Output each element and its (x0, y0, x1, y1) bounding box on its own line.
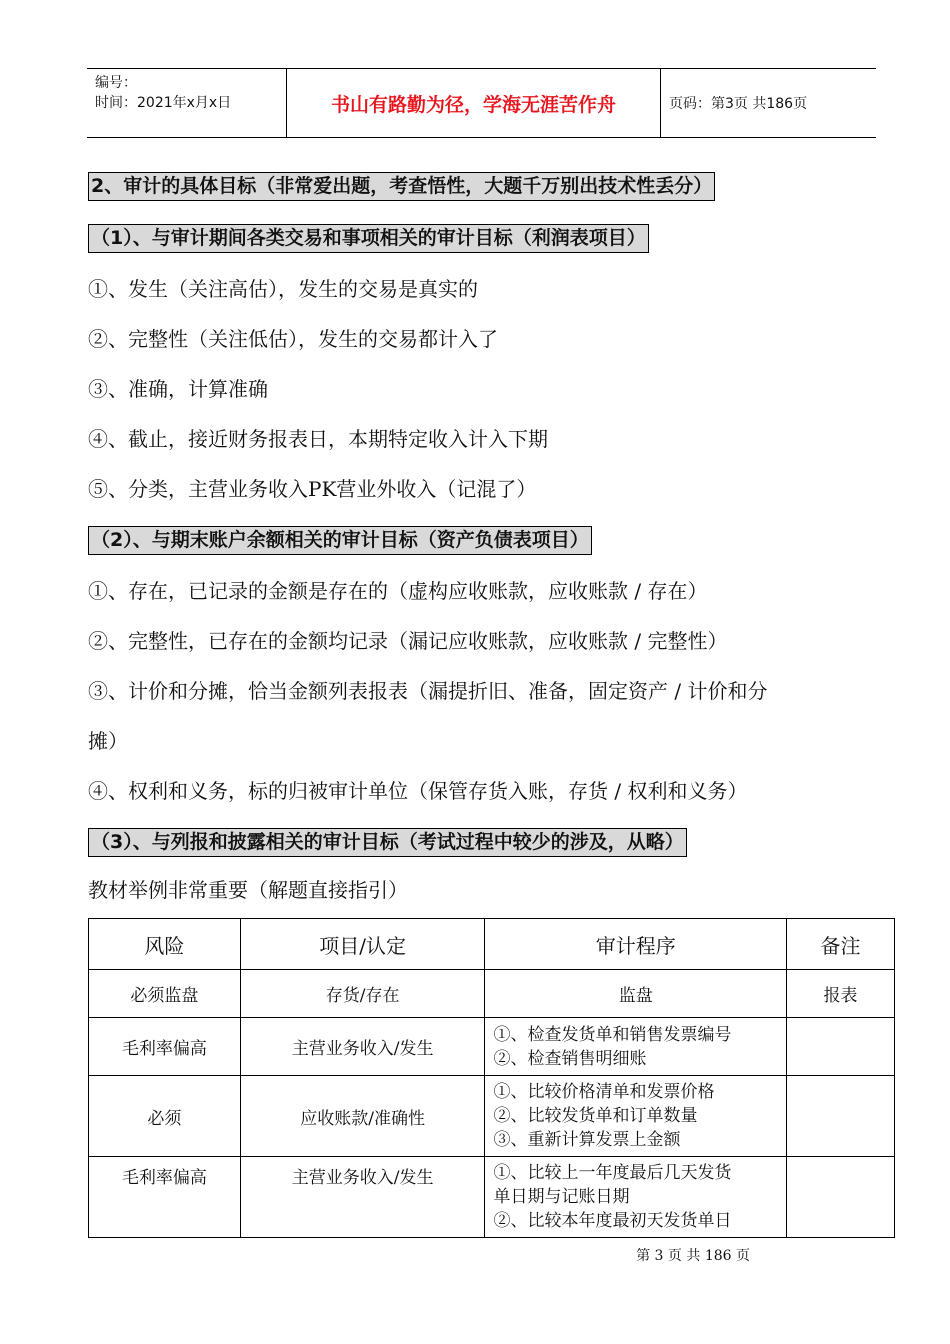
header-item: 项目/认定 (240, 919, 485, 970)
list-item: ④、权利和义务，标的归被审计单位（保管存货入账，存货 / 权利和义务） (88, 779, 748, 803)
procedure-line: ①、检查发货单和销售发票编号 (493, 1024, 732, 1045)
section-heading-3: （3）、与列报和披露相关的审计目标（考试过程中较少的涉及，从略） (88, 828, 687, 857)
table-header-row (89, 919, 895, 970)
cell-risk: 必须 (89, 1076, 241, 1157)
cell-risk: 毛利率偏高 (89, 1157, 241, 1238)
header-page-info: 页码：第3页 共186页 (669, 96, 808, 112)
cell-note (787, 1076, 895, 1157)
document-body (88, 160, 878, 1238)
table-row (89, 1018, 895, 1076)
section-heading-2: （2）、与期末账户余额相关的审计目标（资产负债表项目） (88, 526, 592, 555)
section-heading-1: （1）、与审计期间各类交易和事项相关的审计目标（利润表项目） (88, 224, 649, 253)
list-item: ①、发生（关注高估），发生的交易是真实的 (88, 277, 478, 301)
document-time: 时间：2021年x月x日 (95, 95, 232, 111)
section-heading-main: 2、审计的具体目标（非常爱出题，考查悟性，大题千万别出技术性丢分） (88, 172, 715, 201)
procedure-line: ③、重新计算发票上金额 (493, 1130, 681, 1150)
cell-note (787, 1157, 895, 1238)
list-item-continuation: 摊） (88, 729, 128, 753)
audit-example-table (88, 918, 895, 1238)
list-item: ④、截止，接近财务报表日，本期特定收入计入下期 (88, 427, 548, 451)
page-footer: 第 3 页 共 186 页 (636, 1248, 750, 1264)
table-row (89, 1157, 895, 1238)
document-number-label: 编号： (95, 75, 137, 91)
table-row (89, 1076, 895, 1157)
cell-item: 主营业务收入/发生 (240, 1018, 485, 1076)
list-item: ②、完整性（关注低估），发生的交易都计入了 (88, 327, 498, 351)
table-row (89, 970, 895, 1018)
cell-procedure: 监盘 (485, 970, 787, 1018)
header-motto: 书山有路勤为径，学海无涯苦作舟 (287, 69, 661, 137)
header-meta (87, 69, 287, 137)
list-item: ⑤、分类，主营业务收入PK营业外收入（记混了） (88, 477, 537, 501)
cell-item: 主营业务收入/发生 (240, 1157, 485, 1238)
cell-item: 存货/存在 (240, 970, 485, 1018)
cell-item: 应收账款/准确性 (240, 1076, 485, 1157)
procedure-line: 单日期与记账日期 (493, 1187, 630, 1207)
cell-procedure (485, 1076, 787, 1157)
cell-note (787, 1018, 895, 1076)
procedure-line: ②、比较本年度最初天发货单日 (493, 1211, 732, 1231)
procedure-line: ①、比较价格清单和发票价格 (493, 1082, 715, 1102)
cell-procedure (485, 1018, 787, 1076)
cell-note: 报表 (787, 970, 895, 1018)
procedure-line: ②、比较发货单和订单数量 (493, 1106, 698, 1126)
list-item: ②、完整性，已存在的金额均记录（漏记应收账款，应收账款 / 完整性） (88, 629, 728, 653)
list-item: ③、准确，计算准确 (88, 377, 268, 401)
cell-procedure (485, 1157, 787, 1238)
procedure-line: ②、检查销售明细账 (493, 1048, 647, 1069)
cell-risk: 毛利率偏高 (89, 1018, 241, 1076)
table-intro: 教材举例非常重要（解题直接指引） (88, 878, 408, 902)
header-note: 备注 (787, 919, 895, 970)
list-item: ①、存在，已记录的金额是存在的（虚构应收账款，应收账款 / 存在） (88, 579, 708, 603)
header-risk: 风险 (89, 919, 241, 970)
page-header (87, 68, 876, 138)
cell-risk: 必须监盘 (89, 970, 241, 1018)
header-procedure: 审计程序 (485, 919, 787, 970)
procedure-line: ①、比较上一年度最后几天发货 (493, 1163, 732, 1183)
list-item: ③、计价和分摊，恰当金额列表报表（漏提折旧、准备，固定资产 / 计价和分 (88, 679, 768, 703)
